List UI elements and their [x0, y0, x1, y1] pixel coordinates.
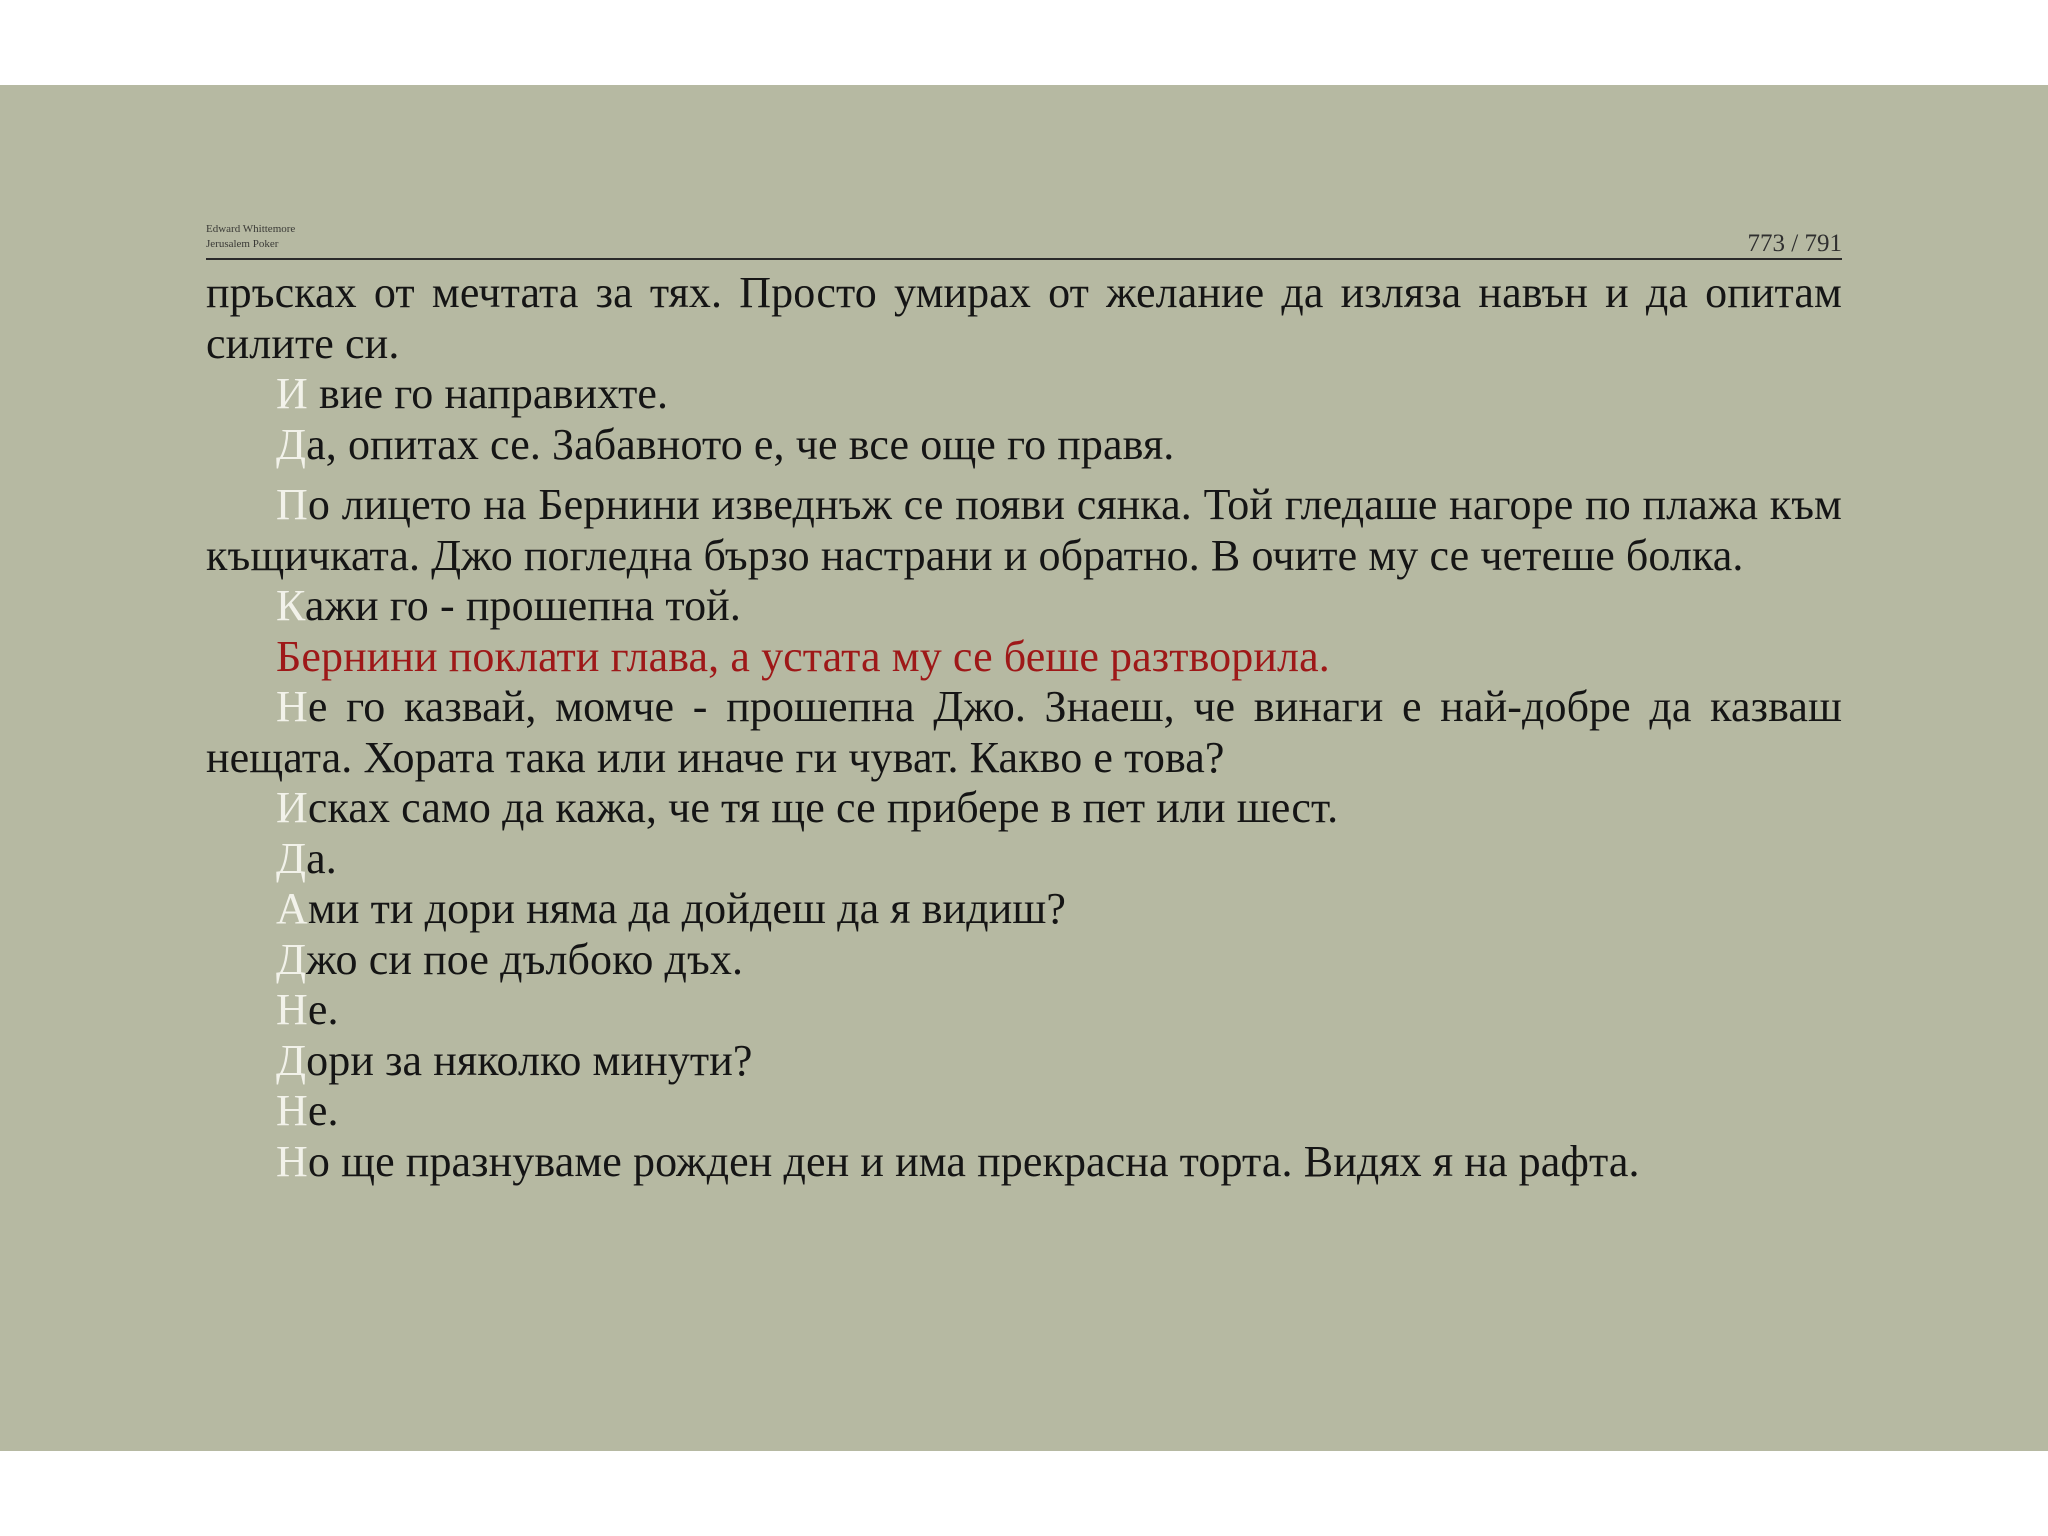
dialogue-initial: Д	[276, 833, 307, 883]
paragraph	[206, 884, 1842, 935]
paragraph-text: жо си пое дълбоко дъх.	[306, 934, 744, 984]
paragraph	[206, 834, 1842, 885]
paragraph	[206, 682, 1842, 783]
page-number: 773 / 791	[1747, 230, 1842, 257]
paragraph-text: е.	[307, 1086, 339, 1135]
dialogue-initial: Н	[276, 1136, 308, 1186]
dialogue-initial: А	[276, 884, 308, 933]
page-header	[206, 136, 1842, 260]
running-head	[206, 222, 295, 252]
dialogue-initial: Д	[276, 934, 307, 984]
dialogue-initial: Н	[276, 985, 308, 1034]
dialogue-initial: Н	[276, 682, 308, 731]
dialogue-initial: Н	[276, 1086, 308, 1135]
book-title: Jerusalem Poker	[206, 238, 279, 250]
highlighted-text: Бернини поклати глава, а устата му се беше разтворила.	[276, 631, 1330, 681]
dialogue-initial: И	[276, 369, 308, 418]
paragraph-text: е.	[307, 985, 339, 1034]
paragraph	[206, 369, 1842, 420]
paragraph-text: о лицето на Бернини изведнъж се появи сянка. Той гледаше нагоре по плажа към къщичката. Джо погледна бързо настрани и обратно. В очите му се четеше болка.	[206, 480, 1842, 580]
paragraph	[206, 985, 1842, 1036]
paragraph-text: ори за няколко минути?	[306, 1035, 753, 1085]
paragraph	[206, 480, 1842, 581]
paragraph-text: пръсках от мечтата за тях. Просто умирах от желание да изляза навън и да опитам силите си.	[206, 268, 1842, 368]
paragraph-text: ажи го - прошепна той.	[304, 581, 741, 630]
dialogue-initial: К	[276, 581, 305, 630]
dialogue-initial: И	[276, 783, 308, 832]
dialogue-initial: Д	[276, 1035, 307, 1085]
paragraph	[206, 581, 1842, 632]
highlighted-paragraph[interactable]	[206, 632, 1842, 683]
book-text[interactable]	[206, 268, 1842, 1187]
paragraph	[206, 1137, 1842, 1188]
paragraph	[206, 1036, 1842, 1087]
paragraph-text: а, опитах се. Забавното е, че все още го правя.	[306, 419, 1175, 469]
paragraph-text: а.	[306, 833, 337, 883]
paragraph	[206, 420, 1842, 471]
dialogue-initial: П	[276, 480, 308, 529]
paragraph	[206, 935, 1842, 986]
dialogue-initial: Д	[276, 419, 307, 469]
paragraph	[206, 1086, 1842, 1137]
paragraph	[206, 783, 1842, 834]
paragraph	[206, 268, 1842, 369]
header-divider	[206, 258, 1842, 260]
paragraph-text: о ще празнуваме рожден ден и има прекрасна торта. Видях я на рафта.	[307, 1136, 1640, 1186]
paragraph-text: е го казвай, момче - прошепна Джо. Знаеш, че винаги е най-добре да казваш нещата. Хората така или иначе ги чуват. Какво е това?	[206, 682, 1842, 782]
book-author: Edward Whittemore	[206, 223, 296, 235]
paragraph-text: сках само да кажа, че тя ще се прибере в пет или шест.	[307, 783, 1339, 832]
paragraph-text: ми ти дори няма да дойдеш да я видиш?	[307, 884, 1067, 933]
paragraph-text: вие го направихте.	[307, 369, 669, 418]
